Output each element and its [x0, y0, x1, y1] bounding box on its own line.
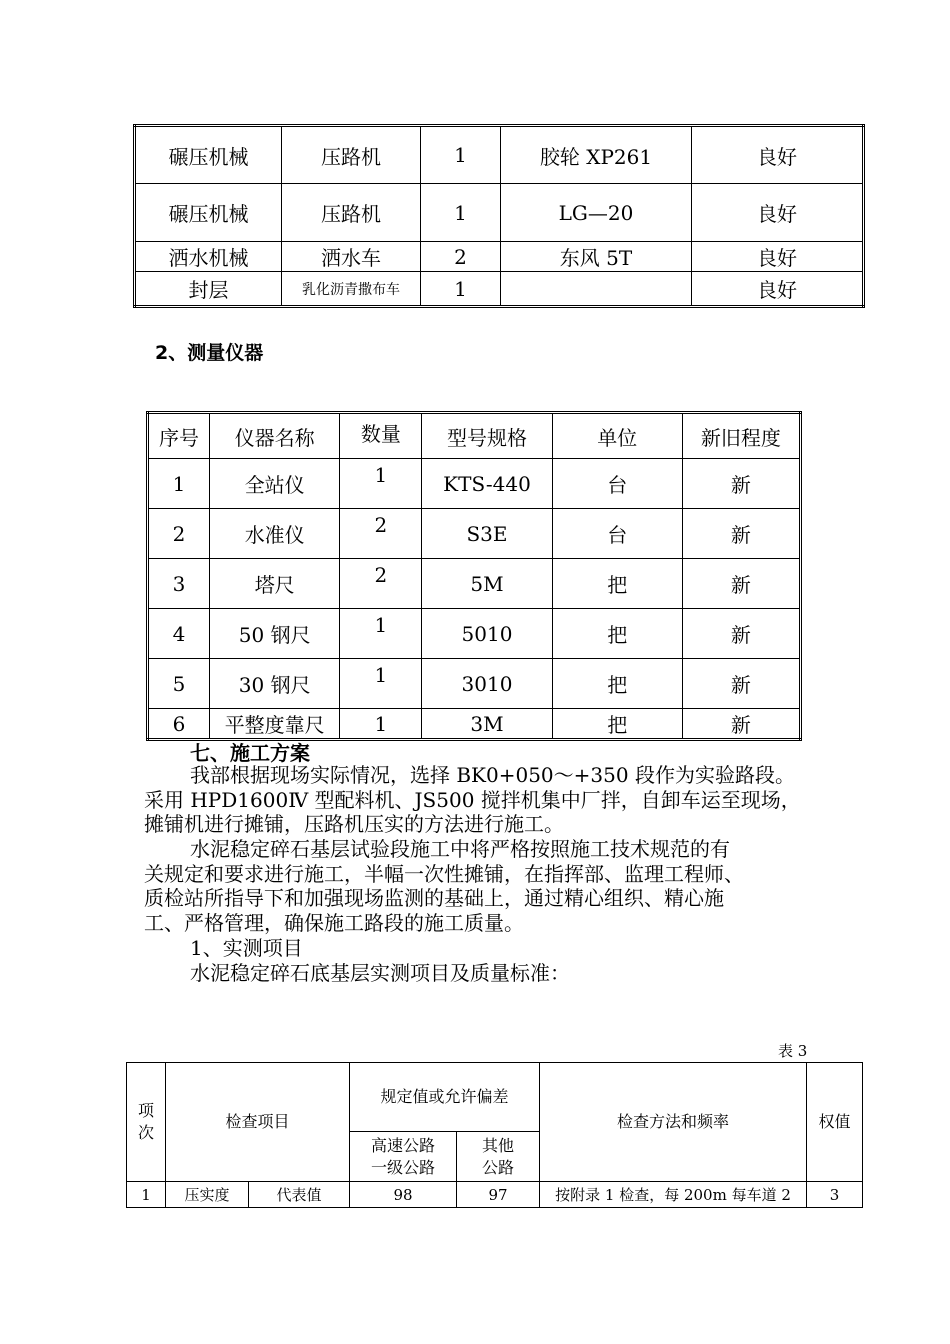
header-other: 其他 公路 — [457, 1132, 540, 1182]
inst-no: 1 — [148, 459, 210, 509]
header-qty: 数量 — [340, 413, 422, 459]
subheading-1: 1、实测项目 — [190, 936, 303, 960]
instrument-table — [146, 411, 802, 741]
section-2-title: 2、测量仪器 — [155, 342, 264, 364]
inst-qty: 1 — [340, 709, 422, 740]
text-line: 质检站所指导下和加强现场监测的基础上，通过精心组织、精心施 — [144, 886, 724, 910]
inst-qty: 2 — [340, 559, 422, 609]
table-row — [148, 609, 801, 659]
table-row — [135, 242, 864, 272]
equip-category: 碾压机械 — [135, 126, 282, 184]
equip-status: 良好 — [692, 126, 864, 184]
equip-status: 良好 — [692, 184, 864, 242]
inst-name: 50 钢尺 — [210, 609, 340, 659]
inst-unit: 把 — [552, 609, 682, 659]
inst-no: 5 — [148, 659, 210, 709]
equip-name: 洒水车 — [282, 242, 421, 272]
inst-no: 4 — [148, 609, 210, 659]
table-row — [148, 509, 801, 559]
header-condition: 新旧程度 — [682, 413, 800, 459]
inst-no: 6 — [148, 709, 210, 740]
inst-model: 5010 — [422, 609, 552, 659]
equip-model: 东风 5T — [501, 242, 692, 272]
row-item: 压实度 — [166, 1182, 249, 1208]
row-no: 1 — [127, 1182, 166, 1208]
inst-unit: 台 — [552, 509, 682, 559]
row-method: 按附录 1 检查，每 200m 每车道 2 — [540, 1182, 807, 1208]
equip-status: 良好 — [692, 242, 864, 272]
inst-qty: 1 — [340, 459, 422, 509]
table-row — [148, 659, 801, 709]
equip-name: 压路机 — [282, 126, 421, 184]
paragraph-2 — [144, 837, 864, 935]
equip-model: 胶轮 XP261 — [501, 126, 692, 184]
inst-unit: 把 — [552, 659, 682, 709]
inst-name: 水准仪 — [210, 509, 340, 559]
inst-condition: 新 — [682, 509, 800, 559]
inst-name: 30 钢尺 — [210, 659, 340, 709]
text-line: 工、严格管理，确保施工路段的施工质量。 — [144, 910, 524, 935]
inst-condition: 新 — [682, 459, 800, 509]
header-highway: 高速公路 一级公路 — [350, 1132, 457, 1182]
table-row — [127, 1182, 863, 1208]
paragraph-3: 水泥稳定碎石底基层实测项目及质量标准： — [190, 961, 570, 985]
paragraph-1 — [144, 763, 864, 837]
header-method: 检查方法和频率 — [540, 1063, 807, 1182]
inst-model: KTS-440 — [422, 459, 552, 509]
header-no: 序号 — [148, 413, 210, 459]
table-header-row — [148, 413, 801, 459]
table-header-row — [127, 1063, 863, 1132]
table-row — [135, 126, 864, 184]
equip-qty: 2 — [421, 242, 501, 272]
equip-category: 碾压机械 — [135, 184, 282, 242]
table-row — [148, 459, 801, 509]
text-line: 摊铺机进行摊铺，压路机压实的方法进行施工。 — [144, 812, 564, 836]
inst-condition: 新 — [682, 659, 800, 709]
table-row — [135, 184, 864, 242]
equip-category: 洒水机械 — [135, 242, 282, 272]
header-weight: 权值 — [807, 1063, 863, 1182]
text-line: 我部根据现场实际情况，选择 BK0+050～+350 段作为实验路段。 — [190, 763, 795, 787]
table-caption: 表 3 — [778, 1042, 808, 1060]
inst-condition: 新 — [682, 609, 800, 659]
header-name: 仪器名称 — [210, 413, 340, 459]
equip-model — [501, 272, 692, 307]
section-7-title: 七、施工方案 — [190, 741, 310, 765]
header-unit: 单位 — [552, 413, 682, 459]
text-line: 关规定和要求进行施工，半幅一次性摊铺，在指挥部、监理工程师、 — [144, 861, 744, 886]
inst-model: 3010 — [422, 659, 552, 709]
equip-qty: 1 — [421, 272, 501, 307]
equip-model: LG—20 — [501, 184, 692, 242]
inst-model: 3M — [422, 709, 552, 740]
inst-qty: 1 — [340, 609, 422, 659]
inst-unit: 把 — [552, 559, 682, 609]
equip-status: 良好 — [692, 272, 864, 307]
table-row — [148, 559, 801, 609]
inst-no: 2 — [148, 509, 210, 559]
inst-name: 塔尺 — [210, 559, 340, 609]
header-item-no: 项 次 — [127, 1063, 166, 1182]
row-weight: 3 — [807, 1182, 863, 1208]
inst-name: 平整度靠尺 — [210, 709, 340, 740]
equip-qty: 1 — [421, 184, 501, 242]
row-other: 97 — [457, 1182, 540, 1208]
text-line: 采用 HPD1600Ⅳ 型配料机、JS500 搅拌机集中厂拌，自卸车运至现场， — [144, 787, 801, 812]
header-model: 型号规格 — [422, 413, 552, 459]
inst-condition: 新 — [682, 559, 800, 609]
inst-unit: 把 — [552, 709, 682, 740]
equip-qty: 1 — [421, 126, 501, 184]
table-row — [135, 272, 864, 307]
header-item: 检查项目 — [166, 1063, 350, 1182]
inst-model: S3E — [422, 509, 552, 559]
quality-table — [126, 1062, 863, 1208]
inst-model: 5M — [422, 559, 552, 609]
inst-name: 全站仪 — [210, 459, 340, 509]
equip-category: 封层 — [135, 272, 282, 307]
equip-name: 乳化沥青撒布车 — [282, 272, 421, 307]
equipment-table — [133, 124, 865, 308]
inst-condition: 新 — [682, 709, 800, 740]
row-sub: 代表值 — [249, 1182, 350, 1208]
inst-qty: 1 — [340, 659, 422, 709]
equip-name: 压路机 — [282, 184, 421, 242]
table-row — [148, 709, 801, 740]
inst-no: 3 — [148, 559, 210, 609]
inst-unit: 台 — [552, 459, 682, 509]
header-spec: 规定值或允许偏差 — [350, 1063, 540, 1132]
text-line: 水泥稳定碎石基层试验段施工中将严格按照施工技术规范的有 — [190, 837, 730, 861]
row-highway: 98 — [350, 1182, 457, 1208]
inst-qty: 2 — [340, 509, 422, 559]
